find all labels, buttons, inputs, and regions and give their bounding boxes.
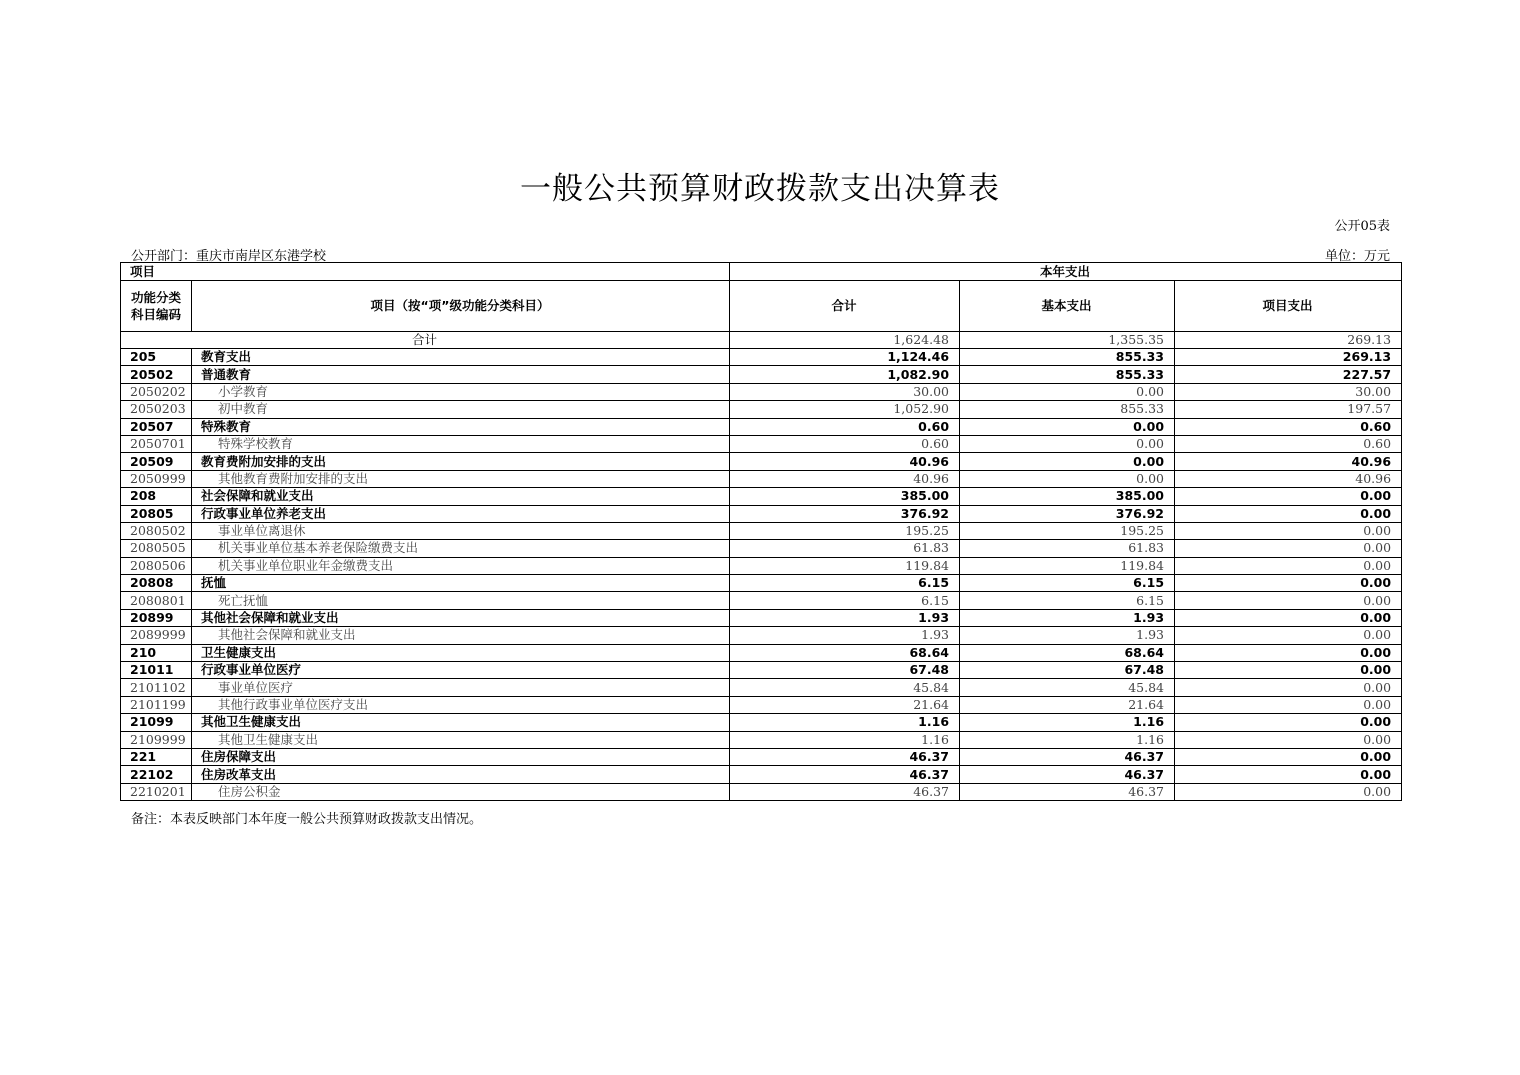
total-cell: 6.15 <box>730 592 960 609</box>
basic-cell: 376.92 <box>960 505 1175 522</box>
name-cell: 其他教育费附加安排的支出 <box>192 470 730 487</box>
project-cell: 0.00 <box>1175 662 1402 679</box>
name-cell: 其他社会保障和就业支出 <box>192 609 730 626</box>
basic-cell: 855.33 <box>960 349 1175 366</box>
total-cell: 46.37 <box>730 783 960 800</box>
table-row <box>121 505 1402 522</box>
header-this-year: 本年支出 <box>730 263 1402 281</box>
code-cell: 2101102 <box>121 679 192 696</box>
code-cell: 2210201 <box>121 783 192 800</box>
basic-cell: 6.15 <box>960 575 1175 592</box>
basic-cell: 46.37 <box>960 783 1175 800</box>
project-cell: 0.00 <box>1175 644 1402 661</box>
header-row-columns <box>121 281 1402 332</box>
header-code: 功能分类科目编码 <box>121 281 192 332</box>
table-row <box>121 609 1402 626</box>
basic-cell: 68.64 <box>960 644 1175 661</box>
project-cell: 0.00 <box>1175 766 1402 783</box>
table-row <box>121 731 1402 748</box>
project-cell: 40.96 <box>1175 453 1402 470</box>
name-cell: 住房公积金 <box>192 783 730 800</box>
code-cell: 2050701 <box>121 435 192 452</box>
table-row <box>121 522 1402 539</box>
table-row <box>121 366 1402 383</box>
total-cell: 385.00 <box>730 488 960 505</box>
total-cell: 67.48 <box>730 662 960 679</box>
header-basic: 基本支出 <box>960 281 1175 332</box>
basic-cell: 46.37 <box>960 748 1175 765</box>
code-cell: 22102 <box>121 766 192 783</box>
basic-cell: 855.33 <box>960 401 1175 418</box>
project-cell: 0.00 <box>1175 540 1402 557</box>
project-cell: 0.00 <box>1175 522 1402 539</box>
name-cell: 机关事业单位基本养老保险缴费支出 <box>192 540 730 557</box>
header-project: 项目 <box>121 263 730 281</box>
header-total: 合计 <box>730 281 960 332</box>
table-row <box>121 453 1402 470</box>
name-cell: 抚恤 <box>192 575 730 592</box>
code-cell: 20805 <box>121 505 192 522</box>
table-row <box>121 766 1402 783</box>
total-cell: 30.00 <box>730 383 960 400</box>
project-cell: 0.00 <box>1175 783 1402 800</box>
department-label: 公开部门：重庆市南岸区东港学校 <box>131 249 327 264</box>
total-cell: 40.96 <box>730 453 960 470</box>
basic-cell: 21.64 <box>960 696 1175 713</box>
basic-cell: 0.00 <box>960 418 1175 435</box>
project-cell: 40.96 <box>1175 470 1402 487</box>
code-cell: 2089999 <box>121 627 192 644</box>
total-basic: 1,355.35 <box>960 332 1175 349</box>
table-row <box>121 662 1402 679</box>
project-cell: 30.00 <box>1175 383 1402 400</box>
expenditure-table <box>120 262 1402 801</box>
table-row <box>121 592 1402 609</box>
total-cell: 0.60 <box>730 435 960 452</box>
table-row <box>121 349 1402 366</box>
total-cell: 1,124.46 <box>730 349 960 366</box>
code-cell: 205 <box>121 349 192 366</box>
code-cell: 20502 <box>121 366 192 383</box>
footnote: 备注：本表反映部门本年度一般公共预算财政拨款支出情况。 <box>131 812 483 827</box>
project-cell: 0.00 <box>1175 714 1402 731</box>
code-cell: 2080506 <box>121 557 192 574</box>
basic-cell: 1.16 <box>960 714 1175 731</box>
code-cell: 21099 <box>121 714 192 731</box>
name-cell: 其他社会保障和就业支出 <box>192 627 730 644</box>
table-row <box>121 644 1402 661</box>
total-cell: 1,052.90 <box>730 401 960 418</box>
total-cell: 1.16 <box>730 714 960 731</box>
name-cell: 行政事业单位医疗 <box>192 662 730 679</box>
table-row <box>121 696 1402 713</box>
total-cell: 119.84 <box>730 557 960 574</box>
code-cell: 2050999 <box>121 470 192 487</box>
code-cell: 2080801 <box>121 592 192 609</box>
name-cell: 教育支出 <box>192 349 730 366</box>
code-cell: 208 <box>121 488 192 505</box>
project-cell: 269.13 <box>1175 349 1402 366</box>
code-cell: 221 <box>121 748 192 765</box>
header-row-top <box>121 263 1402 281</box>
basic-cell: 46.37 <box>960 766 1175 783</box>
table-row <box>121 679 1402 696</box>
code-cell: 20509 <box>121 453 192 470</box>
project-cell: 0.00 <box>1175 731 1402 748</box>
code-cell: 2050202 <box>121 383 192 400</box>
code-cell: 2101199 <box>121 696 192 713</box>
project-cell: 0.00 <box>1175 748 1402 765</box>
name-cell: 特殊学校教育 <box>192 435 730 452</box>
table-row <box>121 383 1402 400</box>
code-cell: 210 <box>121 644 192 661</box>
table-row <box>121 575 1402 592</box>
code-cell: 2109999 <box>121 731 192 748</box>
code-cell: 20899 <box>121 609 192 626</box>
basic-cell: 195.25 <box>960 522 1175 539</box>
basic-cell: 67.48 <box>960 662 1175 679</box>
table-row <box>121 470 1402 487</box>
basic-cell: 119.84 <box>960 557 1175 574</box>
unit-label: 单位：万元 <box>1324 249 1390 264</box>
basic-cell: 855.33 <box>960 366 1175 383</box>
code-cell: 2050203 <box>121 401 192 418</box>
form-number: 公开05表 <box>1334 219 1390 234</box>
table-row <box>121 557 1402 574</box>
name-cell: 住房改革支出 <box>192 766 730 783</box>
basic-cell: 1.93 <box>960 609 1175 626</box>
basic-cell: 45.84 <box>960 679 1175 696</box>
table-row <box>121 783 1402 800</box>
basic-cell: 0.00 <box>960 383 1175 400</box>
name-cell: 特殊教育 <box>192 418 730 435</box>
header-project-expenditure: 项目支出 <box>1175 281 1402 332</box>
name-cell: 事业单位离退休 <box>192 522 730 539</box>
total-cell: 1.16 <box>730 731 960 748</box>
table-row <box>121 748 1402 765</box>
name-cell: 初中教育 <box>192 401 730 418</box>
project-cell: 0.00 <box>1175 505 1402 522</box>
total-cell: 1,082.90 <box>730 366 960 383</box>
total-label: 合计 <box>121 332 730 349</box>
header-name: 项目（按“项”级功能分类科目） <box>192 281 730 332</box>
project-cell: 0.60 <box>1175 435 1402 452</box>
page-title: 一般公共预算财政拨款支出决算表 <box>520 171 1000 207</box>
name-cell: 卫生健康支出 <box>192 644 730 661</box>
total-cell: 68.64 <box>730 644 960 661</box>
code-cell: 20507 <box>121 418 192 435</box>
project-cell: 0.00 <box>1175 592 1402 609</box>
project-cell: 0.00 <box>1175 575 1402 592</box>
name-cell: 其他卫生健康支出 <box>192 714 730 731</box>
total-cell: 61.83 <box>730 540 960 557</box>
project-cell: 0.00 <box>1175 696 1402 713</box>
total-cell: 40.96 <box>730 470 960 487</box>
total-project: 269.13 <box>1175 332 1402 349</box>
code-cell: 2080505 <box>121 540 192 557</box>
total-cell: 46.37 <box>730 766 960 783</box>
total-cell: 0.60 <box>730 418 960 435</box>
basic-cell: 385.00 <box>960 488 1175 505</box>
name-cell: 社会保障和就业支出 <box>192 488 730 505</box>
project-cell: 0.60 <box>1175 418 1402 435</box>
code-cell: 21011 <box>121 662 192 679</box>
basic-cell: 0.00 <box>960 453 1175 470</box>
total-cell: 21.64 <box>730 696 960 713</box>
table-row <box>121 714 1402 731</box>
project-cell: 0.00 <box>1175 557 1402 574</box>
total-cell: 46.37 <box>730 748 960 765</box>
table-row <box>121 401 1402 418</box>
project-cell: 0.00 <box>1175 627 1402 644</box>
basic-cell: 6.15 <box>960 592 1175 609</box>
name-cell: 死亡抚恤 <box>192 592 730 609</box>
name-cell: 教育费附加安排的支出 <box>192 453 730 470</box>
table-row <box>121 418 1402 435</box>
name-cell: 事业单位医疗 <box>192 679 730 696</box>
total-cell: 6.15 <box>730 575 960 592</box>
project-cell: 197.57 <box>1175 401 1402 418</box>
project-cell: 227.57 <box>1175 366 1402 383</box>
project-cell: 0.00 <box>1175 609 1402 626</box>
name-cell: 行政事业单位养老支出 <box>192 505 730 522</box>
code-cell: 2080502 <box>121 522 192 539</box>
table-row <box>121 627 1402 644</box>
name-cell: 小学教育 <box>192 383 730 400</box>
total-row <box>121 332 1402 349</box>
table-row <box>121 435 1402 452</box>
code-cell: 20808 <box>121 575 192 592</box>
table-row <box>121 540 1402 557</box>
name-cell: 其他卫生健康支出 <box>192 731 730 748</box>
total-cell: 376.92 <box>730 505 960 522</box>
name-cell: 住房保障支出 <box>192 748 730 765</box>
basic-cell: 1.16 <box>960 731 1175 748</box>
project-cell: 0.00 <box>1175 679 1402 696</box>
basic-cell: 0.00 <box>960 470 1175 487</box>
basic-cell: 1.93 <box>960 627 1175 644</box>
basic-cell: 61.83 <box>960 540 1175 557</box>
project-cell: 0.00 <box>1175 488 1402 505</box>
total-cell: 45.84 <box>730 679 960 696</box>
total-cell: 1.93 <box>730 627 960 644</box>
total-cell: 195.25 <box>730 522 960 539</box>
basic-cell: 0.00 <box>960 435 1175 452</box>
table-row <box>121 488 1402 505</box>
name-cell: 其他行政事业单位医疗支出 <box>192 696 730 713</box>
total-cell: 1.93 <box>730 609 960 626</box>
name-cell: 普通教育 <box>192 366 730 383</box>
total-sum: 1,624.48 <box>730 332 960 349</box>
name-cell: 机关事业单位职业年金缴费支出 <box>192 557 730 574</box>
